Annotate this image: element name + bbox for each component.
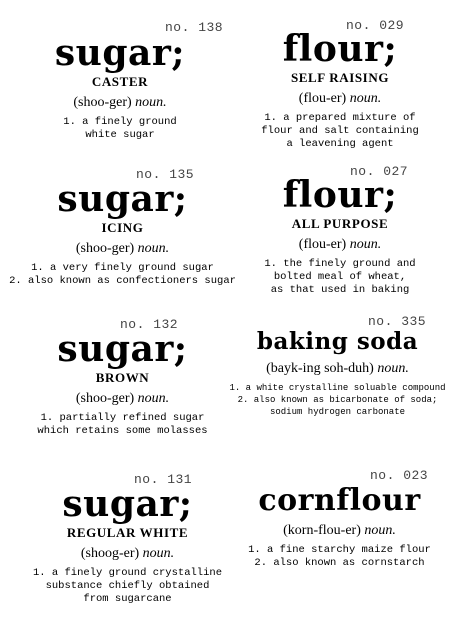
definition-line: substance chiefly obtained (45, 580, 210, 592)
label-number: no. 027 (350, 164, 409, 179)
definition-line: 2. also known as cornstarch (254, 557, 425, 569)
label-pronunciation-line (232, 523, 447, 539)
definition-line: as that used in baking (270, 284, 410, 296)
pantry-label-flour-self-raising (235, 30, 445, 151)
label-variety: SELF RAISING (290, 70, 390, 85)
label-pronunciation: (flou-er) (298, 237, 347, 252)
label-number: no. 132 (120, 317, 179, 332)
label-pronunciation: (shoo-ger) (75, 241, 135, 256)
label-word: sugar; (62, 483, 193, 525)
pantry-label-baking-soda (225, 328, 450, 418)
definition-line: 1. partially refined sugar (40, 412, 205, 424)
label-pronunciation-line (225, 361, 450, 377)
label-variety: BROWN (95, 370, 150, 385)
definition-line: sodium hydrogen carbonate (269, 407, 406, 417)
label-part-of-speech: noun. (349, 237, 382, 252)
pantry-label-sugar-brown (15, 330, 230, 438)
label-pronunciation-line (15, 95, 225, 111)
label-pronunciation: (shoog-er) (80, 546, 140, 561)
label-number: no. 135 (136, 167, 195, 182)
definition-line: a leavening agent (286, 138, 394, 150)
definition-line: 1. a very finely ground sugar (31, 262, 214, 274)
label-definitions (5, 262, 240, 288)
pantry-label-sugar-caster (15, 34, 225, 142)
label-definitions (15, 412, 230, 438)
label-number: no. 131 (134, 472, 193, 487)
label-word: sugar; (57, 328, 188, 370)
definition-line: which retains some molasses (37, 425, 208, 437)
label-part-of-speech: noun. (377, 361, 409, 376)
label-number: no. 335 (368, 314, 427, 329)
label-part-of-speech: noun. (135, 95, 167, 110)
label-definitions (232, 544, 447, 570)
label-pronunciation-line (5, 241, 240, 257)
label-number: no. 023 (370, 468, 429, 483)
label-word: sugar; (57, 178, 188, 220)
definition-line: 2. also known as bicarbonate of soda; (237, 395, 438, 405)
label-pronunciation: (bayk-ing soh-duh) (266, 361, 374, 376)
label-word: flour; (282, 174, 398, 216)
definition-line: 1. a finely ground crystalline (32, 567, 223, 579)
definition-line: 1. a white crystalline soluable compound (229, 383, 446, 393)
label-pronunciation-line (235, 91, 445, 107)
pantry-label-sugar-regular-white (15, 485, 240, 606)
pantry-label-flour-all-purpose (235, 176, 445, 297)
label-word: flour; (282, 28, 398, 70)
label-part-of-speech: noun. (137, 391, 170, 406)
label-pronunciation-line (15, 391, 230, 407)
definition-line: 2. also known as confectioners sugar (9, 275, 236, 287)
label-word: cornflour (258, 483, 421, 518)
pantry-label-cornflour (232, 484, 447, 570)
label-variety: ICING (101, 220, 144, 235)
label-pronunciation: (korn-flou-er) (283, 523, 361, 538)
label-part-of-speech: noun. (364, 523, 396, 538)
label-variety: ALL PURPOSE (291, 216, 389, 231)
pantry-label-sugar-icing (5, 180, 240, 288)
label-pronunciation: (shoo-ger) (73, 95, 132, 110)
definition-line: bolted meal of wheat, (273, 271, 407, 283)
label-variety: CASTER (91, 74, 149, 89)
label-definitions (235, 258, 445, 297)
definition-line: white sugar (85, 129, 155, 141)
label-variety: REGULAR WHITE (66, 525, 189, 540)
label-number: no. 029 (346, 18, 405, 33)
label-definitions (15, 567, 240, 606)
definition-line: flour and salt containing (261, 125, 419, 137)
definition-line: 1. the finely ground and (264, 258, 416, 270)
label-number: no. 138 (165, 20, 224, 35)
label-pronunciation-line (235, 237, 445, 253)
label-part-of-speech: noun. (137, 241, 170, 256)
label-definitions (225, 382, 450, 418)
label-pronunciation: (shoo-ger) (75, 391, 135, 406)
definition-line: from sugarcane (83, 593, 172, 605)
label-word: sugar; (54, 32, 186, 74)
definition-line: 1. a fine starchy maize flour (248, 544, 431, 556)
label-pronunciation-line (15, 546, 240, 562)
label-pronunciation: (flou-er) (298, 91, 347, 106)
label-part-of-speech: noun. (349, 91, 382, 106)
label-definitions (235, 112, 445, 151)
definition-line: 1. a finely ground (63, 116, 177, 128)
label-part-of-speech: noun. (142, 546, 175, 561)
label-definitions (15, 116, 225, 142)
definition-line: 1. a prepared mixture of (264, 112, 416, 124)
label-word: baking soda (256, 328, 419, 355)
